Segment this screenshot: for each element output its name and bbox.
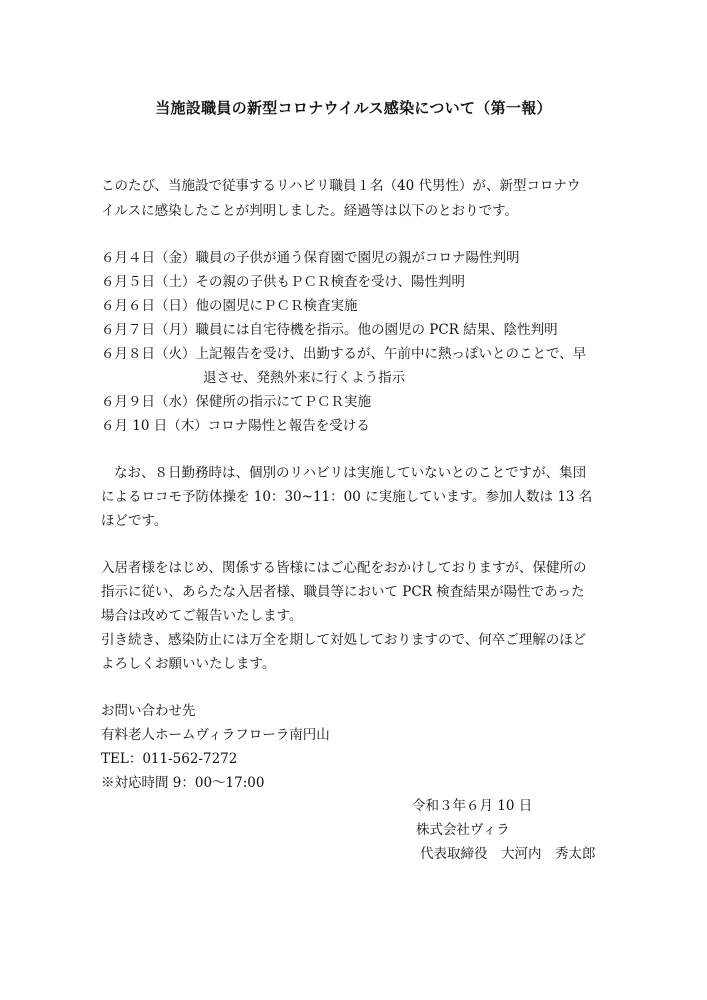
signature-date: 令和３年６月 10 日 xyxy=(412,798,533,814)
closing-line: 指示に従い、あらたな入居者様、職員等において PCR 検査結果が陽性であった xyxy=(101,584,585,600)
contact-facility: 有料老人ホームヴィラフローラ南円山 xyxy=(101,727,330,743)
timeline-item: ６月５日（土）その親の子供もＰＣＲ検査を受け、陽性判明 xyxy=(101,274,465,290)
intro-line: このたび、当施設で従事するリハビリ職員１名（40 代男性）が、新型コロナウ xyxy=(101,178,581,194)
closing-line: よろしくお願いいたします。 xyxy=(101,656,276,672)
timeline-item: ６月４日（金）職員の子供が通う保育園で園児の親がコロナ陽性判明 xyxy=(101,250,520,266)
closing-line: 入居者様をはじめ、関係する皆様にはご心配をおかけしておりますが、保健所の xyxy=(101,560,587,576)
note-line: ほどです。 xyxy=(101,513,168,529)
timeline-item: ６月６日（日）他の園児にＰＣＲ検査実施 xyxy=(101,298,358,314)
contact-hours: ※対応時間 9：00～17:00 xyxy=(101,775,265,791)
timeline-item: ６月８日（火）上記報告を受け、出勤するが、午前中に熱っぽいとのことで、早 xyxy=(101,346,587,362)
timeline-item: ６月７日（月）職員には自宅待機を指示。他の園児の PCR 結果、陰性判明 xyxy=(101,322,558,338)
contact-heading: お問い合わせ先 xyxy=(101,703,196,719)
closing-line: 場合は改めてご報告いたします。 xyxy=(101,608,303,624)
document-title: 当施設職員の新型コロナウイルス感染について（第一報） xyxy=(155,99,552,117)
note-line: によるロコモ予防体操を 10：30~11：00 に実施しています。参加人数は 13 名 xyxy=(101,489,593,505)
signature-company: 株式会社ヴィラ xyxy=(416,822,510,838)
closing-line: 引き続き、感染防止には万全を期して対処しておりますので、何卒ご理解のほど xyxy=(101,632,587,648)
contact-phone: TEL：011-562-7272 xyxy=(101,751,238,767)
timeline-item-continuation: 退させ、発熱外来に行くよう指示 xyxy=(203,370,406,386)
timeline-item: ６月９日（水）保健所の指示にてＰＣＲ実施 xyxy=(101,394,371,410)
intro-line: イルスに感染したことが判明しました。経過等は以下のとおりです。 xyxy=(101,203,519,219)
timeline-item: ６月 10 日（木）コロナ陽性と報告を受ける xyxy=(101,418,370,434)
signature-representative: 代表取締役 大河内 秀太郎 xyxy=(420,846,596,862)
note-line: なお、８日勤務時は、個別のリハビリは実施していないとのことですが、集団 xyxy=(114,465,587,481)
